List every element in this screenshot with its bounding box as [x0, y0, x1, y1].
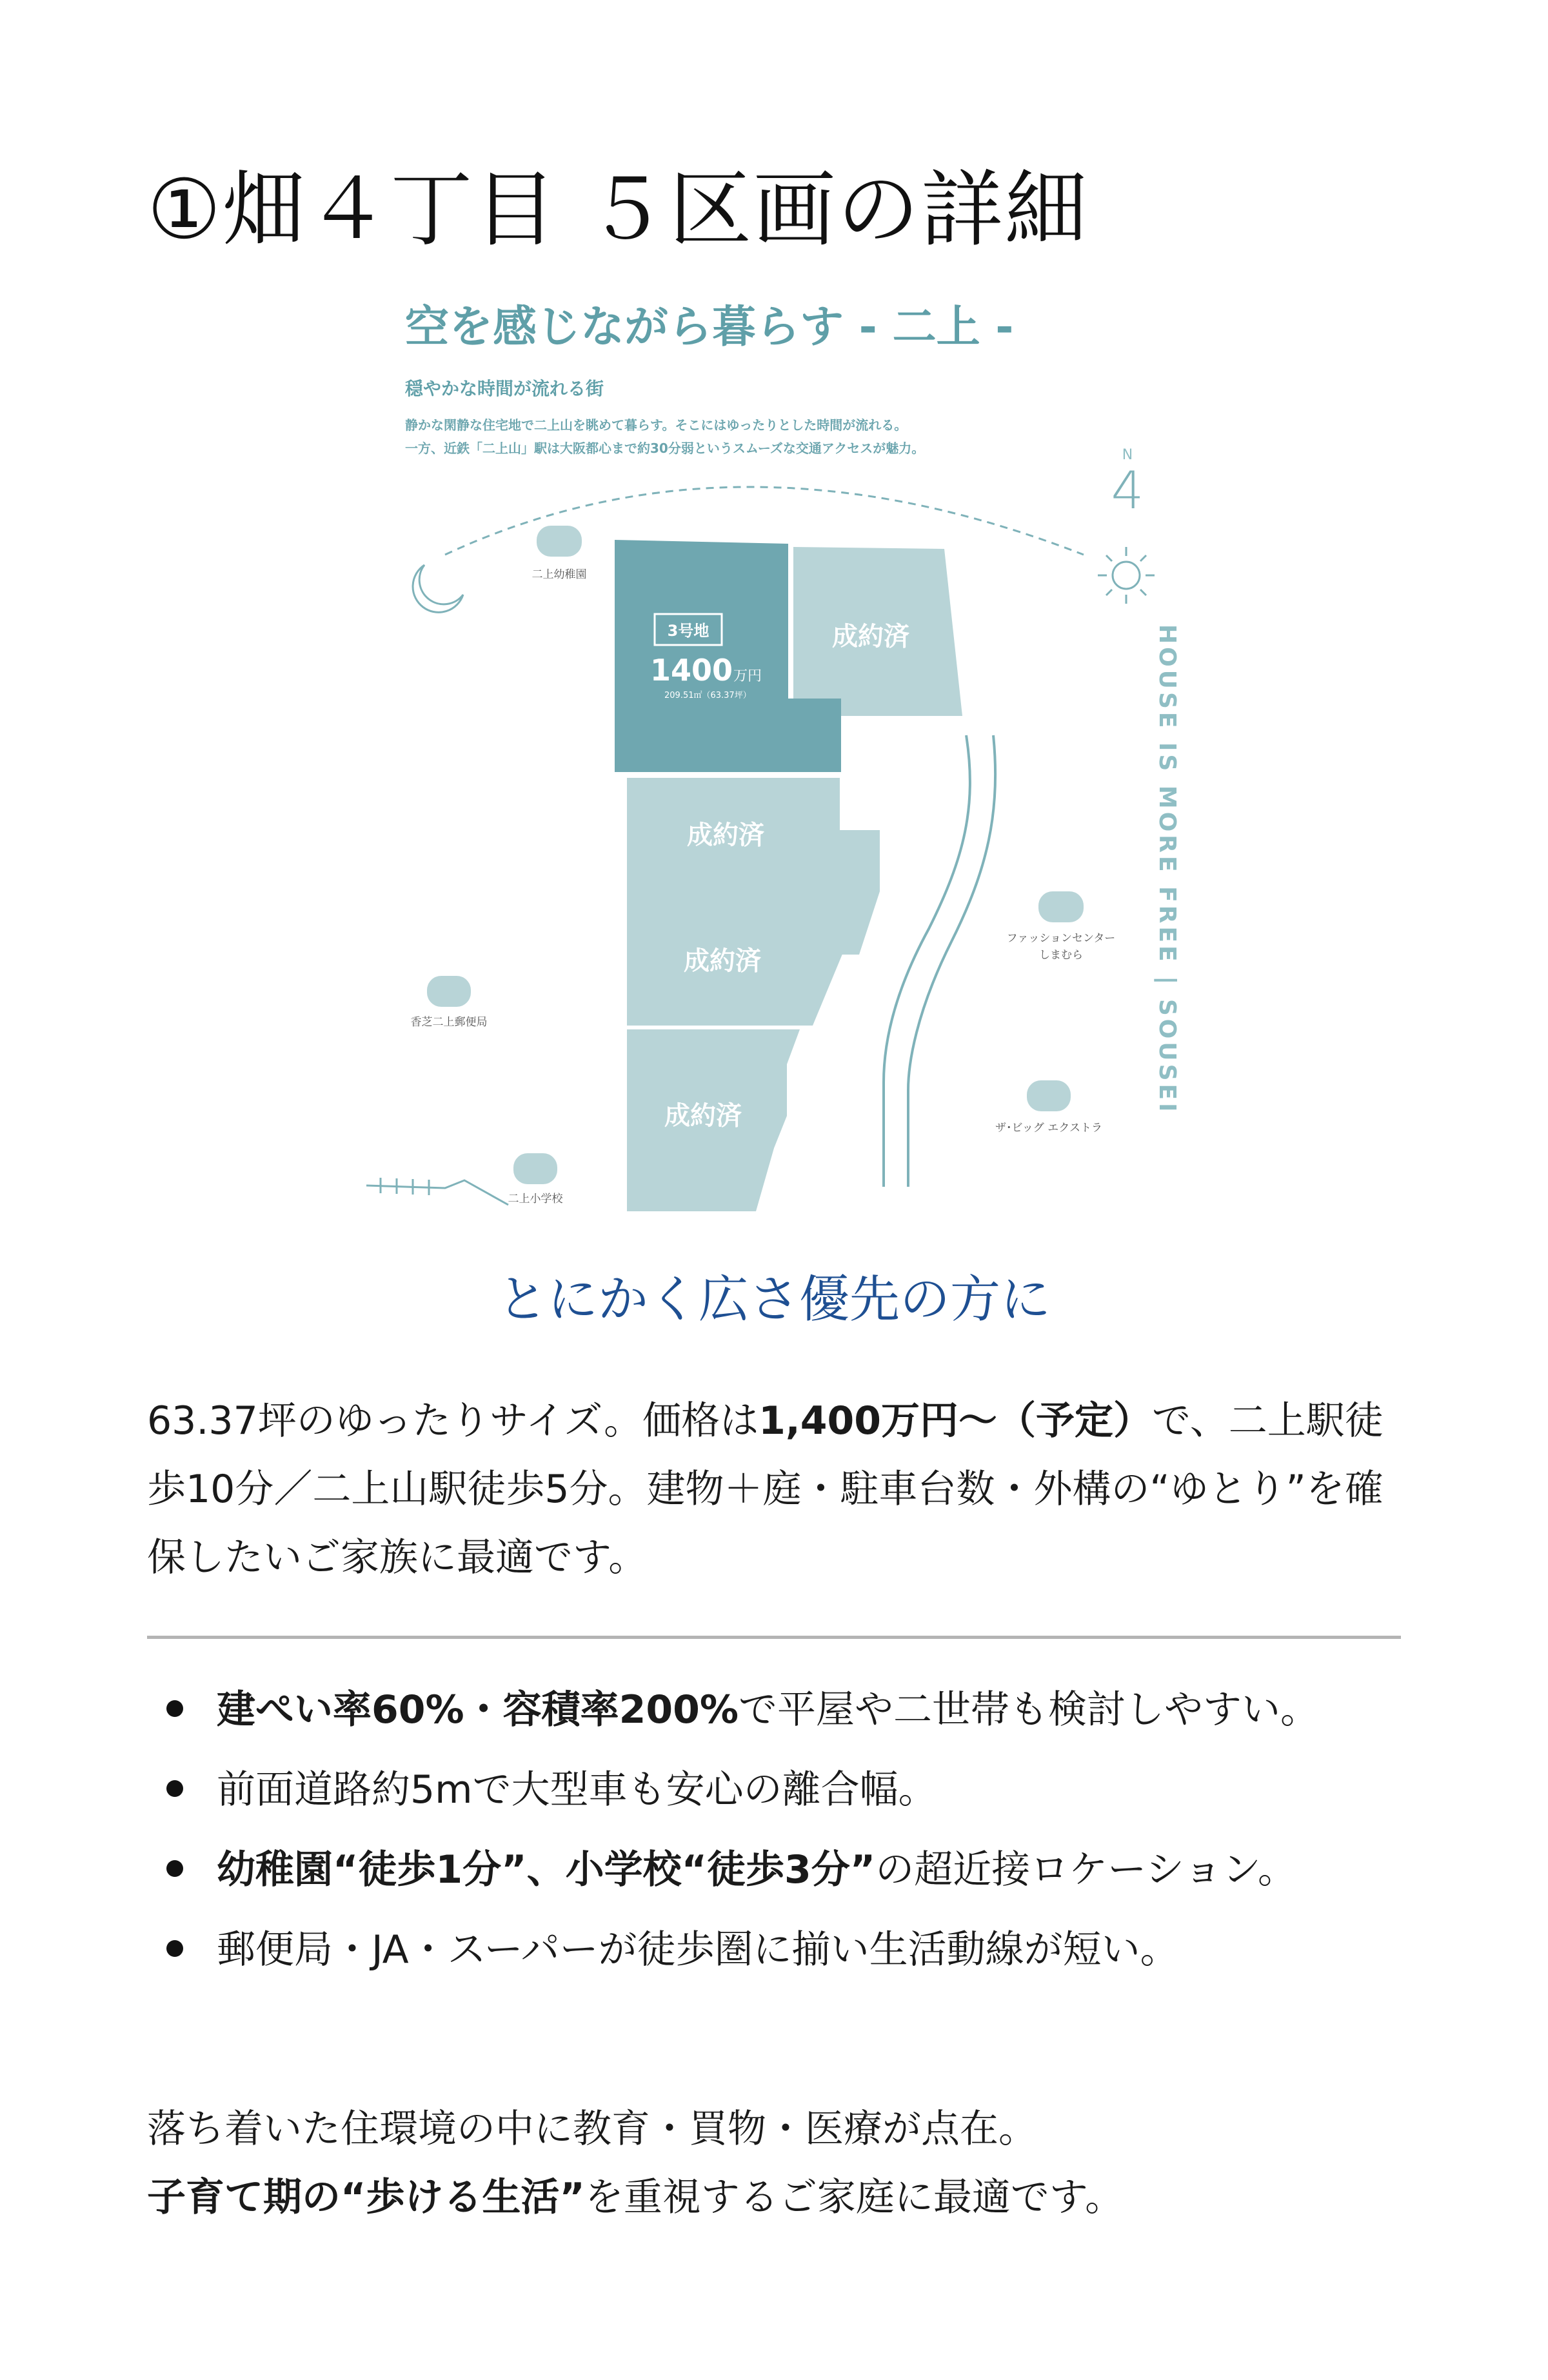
list-item-text: の超近接ロケーション。 — [875, 1847, 1297, 1892]
sun-icon — [1098, 547, 1155, 604]
map-subline: 穏やかな時間が流れる街 — [405, 378, 604, 399]
list-item — [147, 1836, 1411, 1904]
kindergarten-marker — [537, 526, 582, 557]
elementary-label: 二上小学校 — [508, 1193, 563, 1205]
north-arrow-icon: 4 — [1111, 461, 1144, 521]
map-desc-2: 一方、近鉄「二上山」駅は大阪都心まで約30分弱というスムーズな交通アクセスが魅力。 — [405, 441, 925, 456]
lot-map-graphic — [348, 277, 1200, 1232]
post-office-label: 香芝二上郵便局 — [410, 1016, 488, 1029]
list-item-text: 郵便局・JA・スーパーが徒歩圏に揃い生活動線が短い。 — [217, 1927, 1179, 1972]
shimamura-label-2: しまむら — [1039, 949, 1083, 962]
map-headline: 空を感じながら暮らす - 二上 - — [405, 302, 1014, 353]
north-label: N — [1122, 447, 1133, 463]
lot-sold-2-label: 成約済 — [687, 820, 764, 850]
post-office-marker — [427, 976, 471, 1007]
shimamura-marker — [1038, 891, 1084, 922]
intro-paragraph — [147, 1387, 1411, 1592]
bigx-marker — [1027, 1080, 1071, 1111]
lot-featured-price-unit: 万円 — [733, 668, 762, 684]
lot-featured-badge-text: 3号地 — [667, 622, 710, 640]
lot-map — [348, 277, 1200, 1232]
subheading: とにかく広さ優先の方に — [497, 1271, 1051, 1329]
bullet-icon — [166, 1940, 183, 1957]
outro-line-2: を重視するご家庭に最適です。 — [584, 2175, 1124, 2220]
lot-sold-3-label: 成約済 — [684, 946, 761, 976]
feature-list — [147, 1676, 1411, 1996]
outro-bold: 子育て期の“歩ける生活” — [147, 2175, 585, 2220]
outro-paragraph — [147, 2095, 1411, 2232]
lot-sold-4-label: 成約済 — [664, 1101, 742, 1131]
kindergarten-label: 二上幼稚園 — [531, 568, 587, 581]
shimamura-label-1: ファッションセンター — [1006, 932, 1116, 945]
railway-icon — [366, 1178, 508, 1205]
list-item-text: 前面道路約5mで大型車も安心の離合幅。 — [217, 1767, 937, 1812]
outro-line-1: 落ち着いた住環境の中に教育・買物・医療が点在。 — [147, 2107, 1037, 2152]
list-item-bold: 幼稚園“徒歩1分”、小学校“徒歩3分” — [217, 1847, 876, 1892]
lot-featured-price: 1400 — [650, 653, 733, 688]
list-item-bold: 建ぺい率60%・容積率200% — [217, 1687, 739, 1732]
intro-price: 1,400万円〜（予定） — [759, 1398, 1152, 1443]
bigx-label: ザ･ビッグ エクストラ — [995, 1122, 1103, 1135]
vertical-tagline: HOUSE IS MORE FREE | SOUSEI — [1154, 624, 1180, 1115]
map-desc-1: 静かな閑静な住宅地で二上山を眺めて暮らす。そこにはゆったりとした時間が流れる。 — [405, 417, 908, 433]
road-line-2 — [908, 735, 995, 1187]
lot-sold-1-label: 成約済 — [832, 622, 909, 651]
bullet-icon — [166, 1860, 183, 1877]
road-line-1 — [884, 735, 970, 1187]
bullet-icon — [166, 1700, 183, 1717]
list-item-text: で平屋や二世帯も検討しやすい。 — [738, 1687, 1319, 1732]
list-item — [147, 1756, 1411, 1824]
elementary-marker — [513, 1153, 557, 1184]
lot-featured-area: 209.51㎡（63.37坪） — [664, 691, 751, 700]
list-item — [147, 1916, 1411, 1984]
list-item — [147, 1676, 1411, 1744]
bullet-icon — [166, 1780, 183, 1797]
divider — [147, 1636, 1401, 1639]
intro-text-2: で、二上駅徒歩10分／二上山駅徒歩5分。建物＋庭・駐車台数・外構の“ゆとり”を確保したいご家族に最適です。 — [147, 1398, 1384, 1580]
page-title: ①畑４丁目 ５区画の詳細 — [147, 162, 1089, 258]
intro-text-1: 63.37坪のゆったりサイズ。価格は — [147, 1398, 759, 1443]
moon-icon — [413, 565, 463, 612]
